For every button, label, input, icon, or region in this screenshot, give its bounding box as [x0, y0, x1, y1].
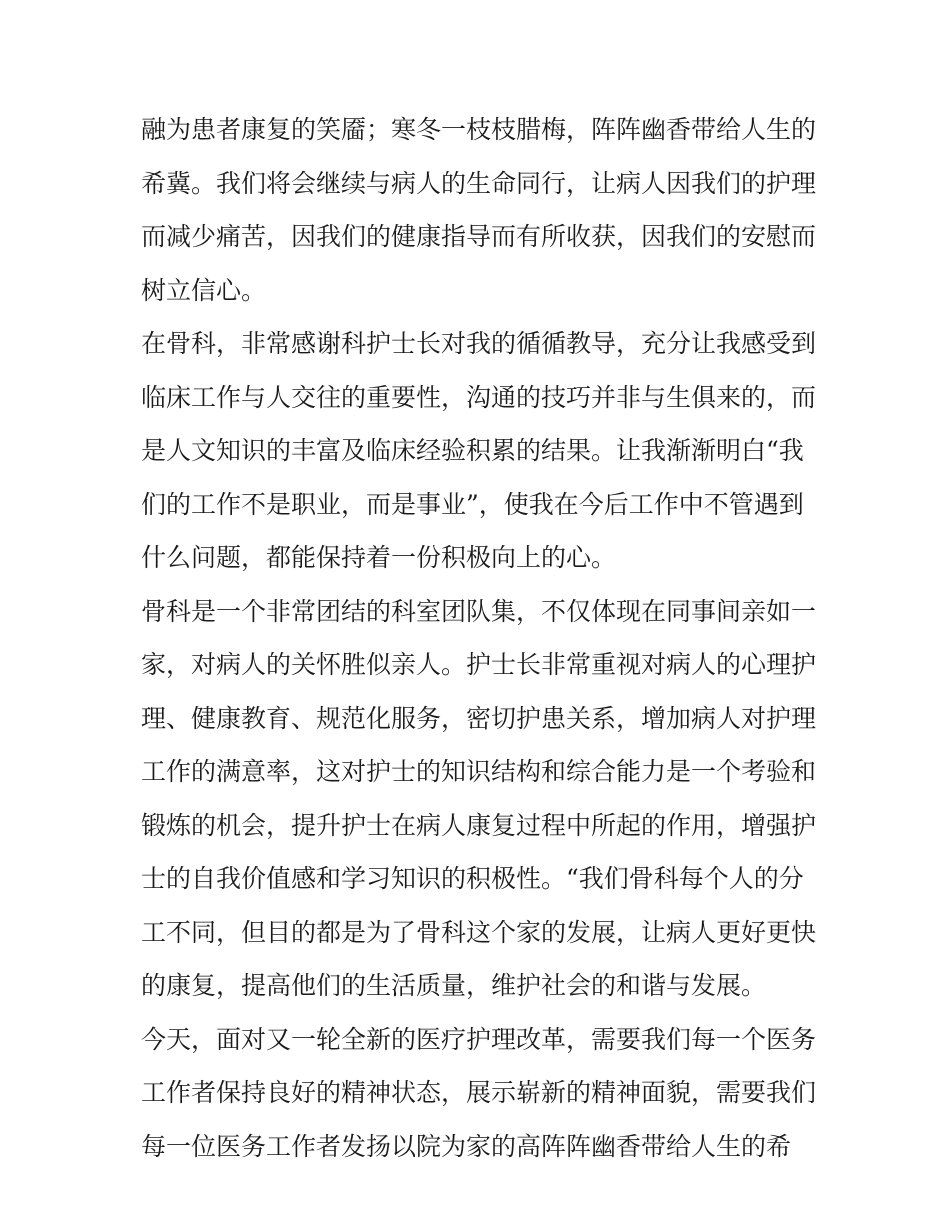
text-line-10: 骨科是一个非常团结的科室团队集，不仅体现在同事间亲如一	[141, 596, 817, 626]
text-line-12: 理、健康教育、规范化服务，密切护患关系，增加病人对护理	[141, 703, 817, 733]
text-line-6: 临床工作与人交往的重要性，沟通的技巧并非与生俱来的，而	[141, 382, 817, 412]
text-line-19: 工作者保持良好的精神状态，展示崭新的精神面貌，需要我们	[141, 1078, 817, 1107]
text-line-7: 是人文知识的丰富及临床经验积累的结果。让我渐渐明白“我	[141, 436, 804, 465]
text-line-17: 的康复，提高他们的生活质量，维护社会的和谐与发展。	[141, 971, 767, 1000]
text-line-1: 融为患者康复的笑靥；寒冬一枝枝腊梅，阵阵幽香带给人生的	[141, 115, 817, 144]
text-line-8: 们的工作不是职业，而是事业”，使我在今后工作中不管遇到	[141, 489, 804, 519]
text-line-13: 工作的满意率，这对护士的知识结构和综合能力是一个考验和	[141, 757, 817, 786]
text-line-3: 而减少痛苦，因我们的健康指导而有所收获，因我们的安慰而	[141, 222, 817, 251]
text-line-16: 工不同，但目的都是为了骨科这个家的发展，让病人更好更快	[141, 917, 817, 947]
body-text	[141, 103, 841, 1173]
text-line-9: 什么问题，都能保持着一份积极向上的心。	[141, 543, 617, 572]
text-line-20: 每一位医务工作者发扬以院为家的高阵阵幽香带给人生的希	[141, 1131, 792, 1161]
text-line-15: 士的自我价值感和学习知识的积极性。“我们骨科每个人的分	[141, 864, 804, 893]
text-line-4: 树立信心。	[141, 275, 267, 305]
text-line-5: 在骨科，非常感谢科护士长对我的循循教导，充分让我感受到	[141, 329, 817, 358]
text-line-14: 锻炼的机会，提升护士在病人康复过程中所起的作用，增强护	[141, 810, 817, 840]
text-line-18: 今天，面对又一轮全新的医疗护理改革，需要我们每一个医务	[141, 1024, 817, 1054]
text-line-11: 家，对病人的关怀胜似亲人。护士长非常重视对病人的心理护	[141, 650, 817, 679]
text-line-2: 希冀。我们将会继续与病人的生命同行，让病人因我们的护理	[141, 168, 817, 198]
